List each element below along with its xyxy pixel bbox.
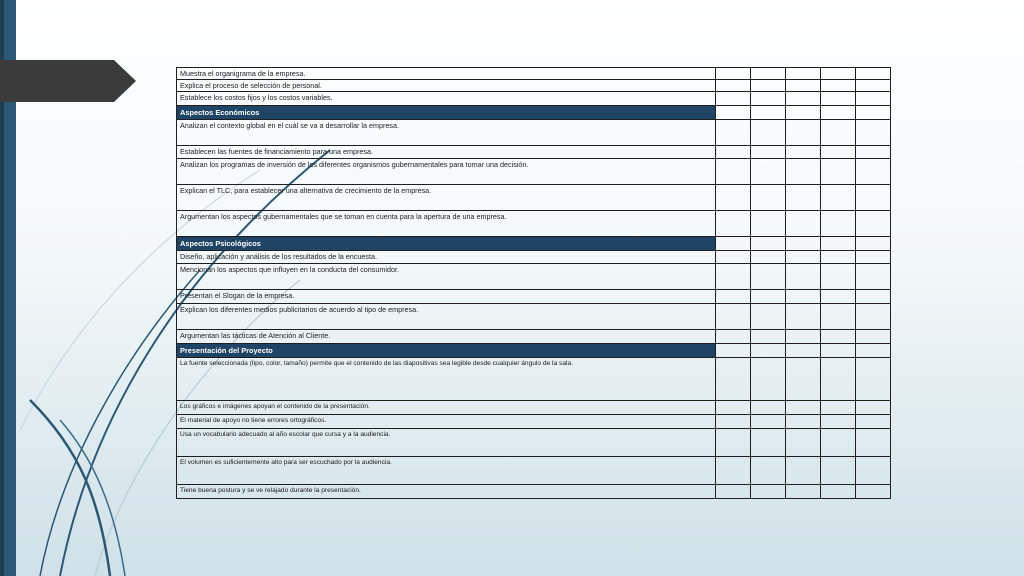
score-cell[interactable]	[786, 211, 821, 237]
evaluation-rubric-table	[176, 67, 891, 499]
criterion-text: Explica el proceso de selección de personal.	[177, 80, 716, 92]
score-cell[interactable]	[821, 251, 856, 264]
table-row	[177, 330, 891, 344]
section-title: Aspectos Económicos	[177, 106, 716, 120]
score-cell[interactable]	[716, 415, 751, 429]
score-cell[interactable]	[751, 330, 786, 344]
evaluation-rubric-table-container	[176, 67, 887, 499]
score-cell[interactable]	[751, 485, 786, 499]
score-cell[interactable]	[786, 330, 821, 344]
table-row	[177, 264, 891, 290]
score-cell[interactable]	[716, 80, 751, 92]
criterion-text: Establecen las fuentes de financiamiento para una empresa.	[177, 146, 716, 159]
score-cell[interactable]	[716, 485, 751, 499]
criterion-text: El volumen es suficientemente alto para ser escuchado por la audiencia.	[177, 457, 716, 485]
criterion-text: Analizan el contexto global en el cuál se va a desarrollar la empresa.	[177, 120, 716, 146]
score-cell[interactable]	[716, 429, 751, 457]
score-cell[interactable]	[786, 106, 821, 120]
criterion-text: Diseño, aplicación y análisis de los resultados de la encuesta.	[177, 251, 716, 264]
section-title: Presentación del Proyecto	[177, 344, 716, 358]
score-cell[interactable]	[821, 68, 856, 80]
score-cell[interactable]	[751, 146, 786, 159]
score-cell[interactable]	[751, 185, 786, 211]
score-cell[interactable]	[786, 457, 821, 485]
score-cell[interactable]	[786, 264, 821, 290]
score-cell[interactable]	[786, 290, 821, 304]
score-cell[interactable]	[716, 290, 751, 304]
score-cell[interactable]	[821, 146, 856, 159]
score-cell[interactable]	[856, 146, 891, 159]
table-row	[177, 304, 891, 330]
table-row	[177, 185, 891, 211]
score-cell[interactable]	[856, 80, 891, 92]
score-cell[interactable]	[716, 457, 751, 485]
score-cell[interactable]	[751, 92, 786, 106]
score-cell[interactable]	[821, 211, 856, 237]
score-cell[interactable]	[716, 344, 751, 358]
score-cell[interactable]	[751, 344, 786, 358]
score-cell[interactable]	[856, 429, 891, 457]
score-cell[interactable]	[751, 106, 786, 120]
score-cell[interactable]	[751, 401, 786, 415]
table-row	[177, 68, 891, 80]
score-cell[interactable]	[856, 251, 891, 264]
score-cell[interactable]	[716, 68, 751, 80]
section-header-row	[177, 237, 891, 251]
score-cell[interactable]	[751, 237, 786, 251]
score-cell[interactable]	[821, 185, 856, 211]
score-cell[interactable]	[751, 211, 786, 237]
score-cell[interactable]	[716, 106, 751, 120]
criterion-text: Mencionan los aspectos que influyen en la conducta del consumidor.	[177, 264, 716, 290]
score-cell[interactable]	[821, 92, 856, 106]
score-cell[interactable]	[786, 237, 821, 251]
score-cell[interactable]	[856, 92, 891, 106]
score-cell[interactable]	[751, 80, 786, 92]
score-cell[interactable]	[821, 485, 856, 499]
score-cell[interactable]	[856, 264, 891, 290]
score-cell[interactable]	[716, 120, 751, 146]
score-cell[interactable]	[821, 415, 856, 429]
score-cell[interactable]	[716, 330, 751, 344]
table-row	[177, 485, 891, 499]
score-cell[interactable]	[856, 185, 891, 211]
table-row	[177, 146, 891, 159]
rubric-body	[177, 68, 891, 499]
score-cell[interactable]	[716, 185, 751, 211]
score-cell[interactable]	[856, 159, 891, 185]
score-cell[interactable]	[821, 304, 856, 330]
score-cell[interactable]	[786, 358, 821, 401]
score-cell[interactable]	[751, 290, 786, 304]
score-cell[interactable]	[856, 330, 891, 344]
score-cell[interactable]	[786, 146, 821, 159]
table-row	[177, 120, 891, 146]
score-cell[interactable]	[856, 415, 891, 429]
score-cell[interactable]	[786, 429, 821, 457]
score-cell[interactable]	[856, 401, 891, 415]
score-cell[interactable]	[856, 344, 891, 358]
score-cell[interactable]	[716, 358, 751, 401]
score-cell[interactable]	[821, 330, 856, 344]
score-cell[interactable]	[856, 457, 891, 485]
score-cell[interactable]	[716, 401, 751, 415]
criterion-text: Explican el TLC, para establecer una alternativa de crecimiento de la empresa.	[177, 185, 716, 211]
score-cell[interactable]	[786, 185, 821, 211]
table-row	[177, 290, 891, 304]
score-cell[interactable]	[751, 264, 786, 290]
score-cell[interactable]	[786, 415, 821, 429]
score-cell[interactable]	[786, 304, 821, 330]
section-header-row	[177, 106, 891, 120]
score-cell[interactable]	[786, 401, 821, 415]
score-cell[interactable]	[821, 120, 856, 146]
score-cell[interactable]	[786, 68, 821, 80]
criterion-text: Establece los costos fijos y los costos variables.	[177, 92, 716, 106]
table-row	[177, 401, 891, 415]
score-cell[interactable]	[786, 120, 821, 146]
score-cell[interactable]	[856, 237, 891, 251]
table-row	[177, 251, 891, 264]
score-cell[interactable]	[821, 159, 856, 185]
score-cell[interactable]	[786, 159, 821, 185]
criterion-text: Presentan el Slogan de la empresa.	[177, 290, 716, 304]
score-cell[interactable]	[856, 106, 891, 120]
score-cell[interactable]	[821, 237, 856, 251]
score-cell[interactable]	[821, 457, 856, 485]
criterion-text: Tiene buena postura y se ve relajado durante la presentación.	[177, 485, 716, 499]
score-cell[interactable]	[716, 264, 751, 290]
score-cell[interactable]	[751, 457, 786, 485]
criterion-text: Explican los diferentes medios publicitarios de acuerdo al tipo de empresa.	[177, 304, 716, 330]
score-cell[interactable]	[786, 485, 821, 499]
score-cell[interactable]	[716, 304, 751, 330]
score-cell[interactable]	[786, 92, 821, 106]
score-cell[interactable]	[716, 251, 751, 264]
score-cell[interactable]	[856, 304, 891, 330]
criterion-text: El material de apoyo no tiene errores ortográficos.	[177, 415, 716, 429]
score-cell[interactable]	[856, 290, 891, 304]
score-cell[interactable]	[821, 429, 856, 457]
table-row	[177, 429, 891, 457]
table-row	[177, 211, 891, 237]
score-cell[interactable]	[751, 429, 786, 457]
score-cell[interactable]	[821, 358, 856, 401]
criterion-text: Usa un vocabulario adecuado al año escolar que cursa y a la audiencia.	[177, 429, 716, 457]
score-cell[interactable]	[821, 264, 856, 290]
criterion-text: Muestra el organigrama de la empresa.	[177, 68, 716, 80]
score-cell[interactable]	[786, 344, 821, 358]
score-cell[interactable]	[716, 146, 751, 159]
criterion-text: Los gráficos e imágenes apoyan el contenido de la presentación.	[177, 401, 716, 415]
criterion-text: Argumentan las tácticas de Atención al Cliente.	[177, 330, 716, 344]
table-row	[177, 80, 891, 92]
score-cell[interactable]	[856, 485, 891, 499]
score-cell[interactable]	[821, 401, 856, 415]
slide-arrow-tab	[0, 60, 136, 102]
table-row	[177, 92, 891, 106]
score-cell[interactable]	[751, 251, 786, 264]
score-cell[interactable]	[716, 92, 751, 106]
criterion-text: Analizan los programas de inversión de los diferentes organismos gubernamentales para tomar una decisión.	[177, 159, 716, 185]
score-cell[interactable]	[716, 211, 751, 237]
score-cell[interactable]	[821, 106, 856, 120]
table-row	[177, 159, 891, 185]
score-cell[interactable]	[751, 304, 786, 330]
table-row	[177, 358, 891, 401]
section-title: Aspectos Psicológicos	[177, 237, 716, 251]
score-cell[interactable]	[716, 237, 751, 251]
score-cell[interactable]	[856, 358, 891, 401]
score-cell[interactable]	[786, 251, 821, 264]
score-cell[interactable]	[716, 159, 751, 185]
section-header-row	[177, 344, 891, 358]
score-cell[interactable]	[751, 68, 786, 80]
table-row	[177, 415, 891, 429]
score-cell[interactable]	[856, 211, 891, 237]
score-cell[interactable]	[856, 68, 891, 80]
score-cell[interactable]	[821, 80, 856, 92]
score-cell[interactable]	[856, 120, 891, 146]
score-cell[interactable]	[751, 120, 786, 146]
score-cell[interactable]	[821, 290, 856, 304]
table-row	[177, 457, 891, 485]
criterion-text: La fuente seleccionada (tipo, color, tamaño) permite que el contenido de las diapositivas sea legible desde cualquier ángulo de la sala.	[177, 358, 716, 401]
score-cell[interactable]	[821, 344, 856, 358]
score-cell[interactable]	[751, 358, 786, 401]
score-cell[interactable]	[786, 80, 821, 92]
score-cell[interactable]	[751, 415, 786, 429]
score-cell[interactable]	[751, 159, 786, 185]
criterion-text: Argumentan los aspectos gubernamentales que se toman en cuenta para la apertura de una empresa.	[177, 211, 716, 237]
